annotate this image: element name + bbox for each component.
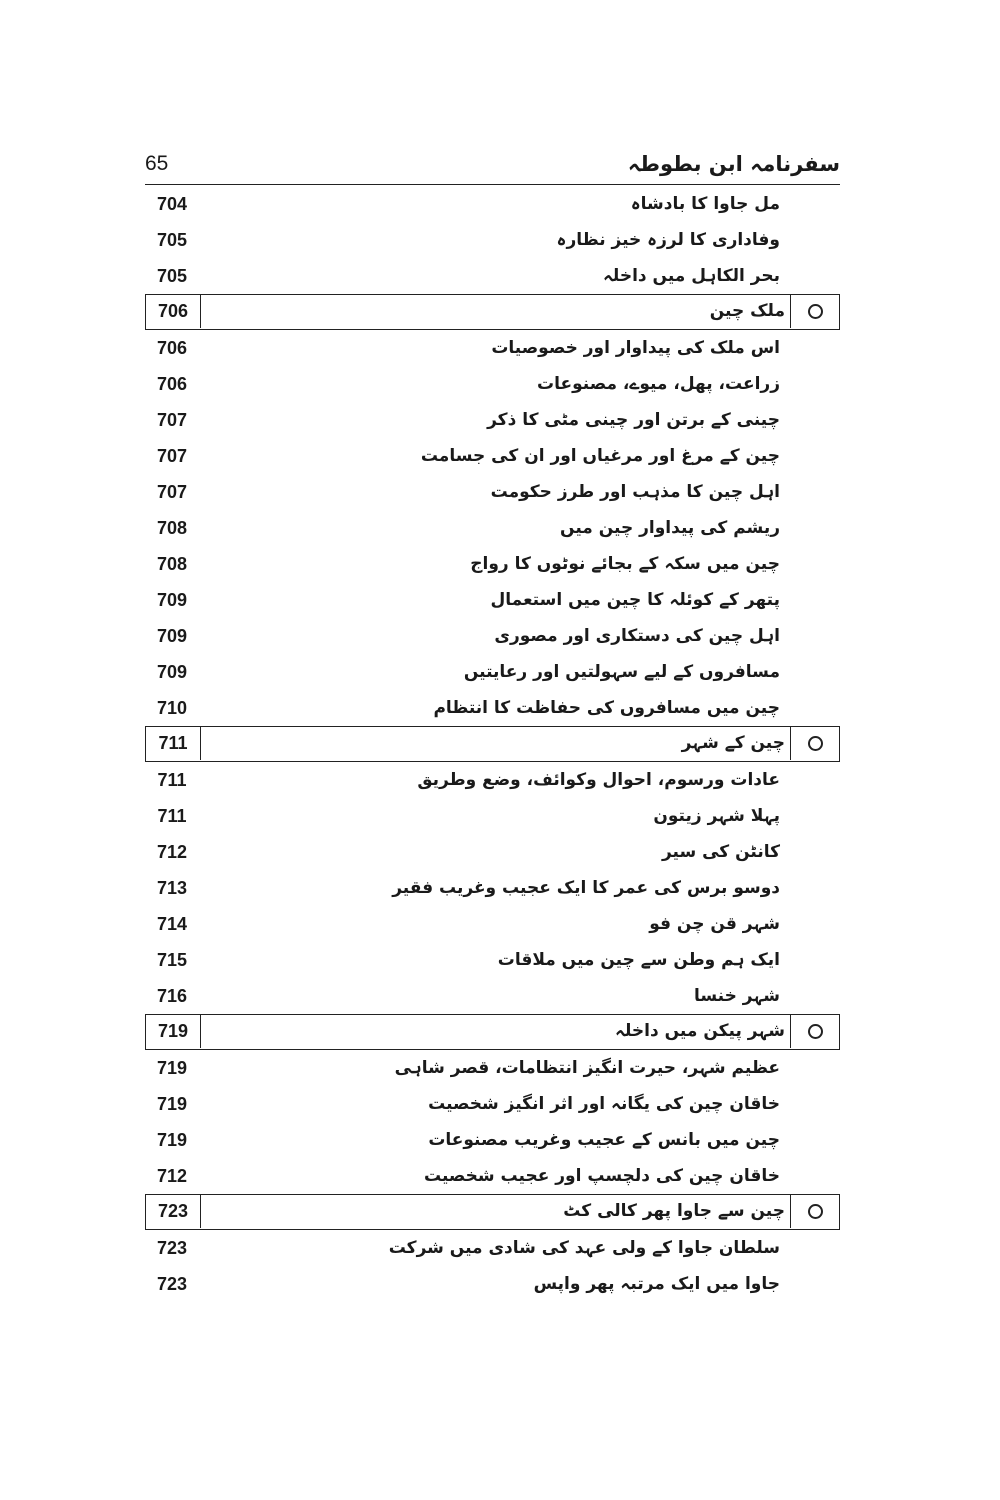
- toc-entry-row: [145, 1158, 840, 1194]
- toc-page-number: 706: [156, 374, 188, 394]
- toc-entry-title: چین میں سکہ کے بجائے نوٹوں کا رواج: [470, 554, 780, 574]
- toc-entry-row: [145, 1122, 840, 1158]
- page-header: [145, 148, 840, 180]
- toc-entry-title: ایک ہم وطن سے چین میں ملاقات: [497, 950, 780, 970]
- toc-entry-row: [145, 1050, 840, 1086]
- toc-page-number: 723: [156, 1238, 188, 1258]
- circle-bullet-icon: [808, 1024, 823, 1039]
- toc-entry-title: پتھر کے کوئلہ کا چین میں استعمال: [490, 590, 780, 610]
- toc-entry-title: خاقان چین کی یگانہ اور اثر انگیز شخصیت: [428, 1094, 780, 1114]
- toc-section-title: چین سے جاوا پھر کالی کٹ: [563, 1201, 785, 1221]
- toc-page-number: 707: [156, 446, 188, 466]
- toc-entry-title: دوسو برس کی عمر کا ایک عجیب وغریب فقیر: [392, 878, 780, 898]
- toc-section-row: [145, 294, 840, 330]
- toc-page-number: 709: [156, 590, 188, 610]
- toc-entry-title: وفاداری کا لرزہ خیز نظارہ: [556, 230, 780, 250]
- toc-page-number: 704: [156, 194, 188, 214]
- toc-section-row: [145, 1194, 840, 1230]
- toc-page-number: 719: [156, 1130, 188, 1150]
- toc-entry-row: [145, 690, 840, 726]
- toc-entry-title: خاقان چین کی دلچسپ اور عجیب شخصیت: [423, 1166, 780, 1186]
- toc-page-number: 709: [156, 662, 188, 682]
- header-divider: [145, 184, 840, 185]
- toc-page-number: 711: [146, 727, 201, 760]
- toc-entry-row: [145, 762, 840, 798]
- toc-entry-title: عادات ورسوم، احوال وکوائف، وضع وطریق: [417, 770, 780, 790]
- circle-bullet-icon: [808, 1204, 823, 1219]
- toc-entry-row: [145, 1230, 840, 1266]
- toc-page-number: 706: [156, 338, 188, 358]
- toc-entry-row: [145, 870, 840, 906]
- toc-page-number: 723: [146, 1195, 201, 1228]
- toc-page-number: 706: [146, 295, 201, 328]
- toc-page-number: 723: [156, 1274, 188, 1294]
- toc-entry-row: [145, 330, 840, 366]
- toc-entry-row: [145, 618, 840, 654]
- page-number: 65: [145, 152, 169, 175]
- toc-page-number: 711: [157, 770, 187, 790]
- toc-entry-row: [145, 654, 840, 690]
- toc-page-number: 714: [156, 914, 188, 934]
- toc-entry-title: چین میں مسافروں کی حفاظت کا انتظام: [433, 698, 780, 718]
- toc-entry-row: [145, 186, 840, 222]
- toc-entry-row: [145, 978, 840, 1014]
- circle-bullet-icon: [808, 304, 823, 319]
- toc-page-number: 713: [156, 878, 188, 898]
- toc-entry-title: چینی کے برتن اور چینی مٹی کا ذکر: [487, 410, 780, 430]
- toc-section-title: شہر پیکن میں داخلہ: [615, 1021, 785, 1041]
- toc-section-title: ملک چین: [709, 301, 785, 321]
- toc-entry-title: بحر الکاہل میں داخلہ: [602, 266, 780, 286]
- toc-entry-title: چین میں بانس کے عجیب وغریب مصنوعات: [428, 1130, 780, 1150]
- toc-page-number: 705: [156, 266, 188, 286]
- toc-entry-title: مسافروں کے لیے سہولتیں اور رعایتیں: [463, 662, 780, 682]
- toc-page-number: 707: [156, 410, 188, 430]
- toc-page-number: 719: [156, 1094, 188, 1114]
- toc-entry-title: عظیم شہر، حیرت انگیز انتظامات، قصر شاہی: [394, 1058, 780, 1078]
- toc-entry-title: کانٹن کی سیر: [661, 842, 780, 862]
- toc-entry-row: [145, 1266, 840, 1302]
- toc-entry-title: شہر قن چن فو: [649, 914, 780, 934]
- section-bullet-cell: [790, 1195, 839, 1228]
- toc-page-number: 710: [156, 698, 188, 718]
- toc-section-row: [145, 726, 840, 762]
- toc-entry-row: [145, 474, 840, 510]
- toc-entry-title: اہل چین کی دستکاری اور مصوری: [494, 626, 780, 646]
- toc-page-number: 715: [156, 950, 188, 970]
- toc-entry-title: چین کے مرغ اور مرغیاں اور ان کی جسامت: [420, 446, 780, 466]
- section-bullet-cell: [790, 727, 839, 760]
- toc-entry-row: [145, 402, 840, 438]
- toc-entry-row: [145, 942, 840, 978]
- toc-page-number: 708: [156, 554, 188, 574]
- toc-entry-row: [145, 222, 840, 258]
- toc-entry-row: [145, 510, 840, 546]
- toc-entry-title: ریشم کی پیداوار چین میں: [560, 518, 780, 538]
- toc-page-number: 705: [156, 230, 188, 250]
- section-bullet-cell: [790, 1015, 839, 1048]
- toc-entry-title: جاوا میں ایک مرتبہ پھر واپس: [533, 1274, 780, 1294]
- toc-page-number: 707: [156, 482, 188, 502]
- toc-entry-title: سلطان جاوا کے ولی عہد کی شادی میں شرکت: [388, 1238, 780, 1258]
- toc-entry-title: اس ملک کی پیداوار اور خصوصیات: [491, 338, 780, 358]
- toc-entry-row: [145, 798, 840, 834]
- toc-entry-row: [145, 582, 840, 618]
- toc-page-number: 712: [156, 842, 188, 862]
- toc-entry-row: [145, 438, 840, 474]
- toc-page-number: 716: [156, 986, 188, 1006]
- toc-entry-title: اہل چین کا مذہب اور طرز حکومت: [490, 482, 780, 502]
- book-title: سفرنامہ ابن بطوطہ: [627, 152, 840, 176]
- circle-bullet-icon: [808, 736, 823, 751]
- section-bullet-cell: [790, 295, 839, 328]
- toc-entry-row: [145, 546, 840, 582]
- toc-page-number: 711: [157, 806, 187, 826]
- toc-page-number: 719: [146, 1015, 201, 1048]
- toc-entry-row: [145, 906, 840, 942]
- toc-page-number: 708: [156, 518, 188, 538]
- toc-entry-row: [145, 258, 840, 294]
- toc-page-number: 712: [156, 1166, 188, 1186]
- toc-entry-row: [145, 366, 840, 402]
- toc-section-row: [145, 1014, 840, 1050]
- toc-section-title: چین کے شہر: [681, 733, 785, 753]
- toc-page-number: 709: [156, 626, 188, 646]
- toc-entry-title: پہلا شہر زیتون: [653, 806, 780, 826]
- toc-entry-row: [145, 834, 840, 870]
- toc-entry-title: شہر خنسا: [693, 986, 780, 1006]
- toc-entry-row: [145, 1086, 840, 1122]
- toc-entry-title: مل جاوا کا بادشاہ: [630, 194, 780, 214]
- toc-page-number: 719: [156, 1058, 188, 1078]
- toc-entry-title: زراعت، پھل، میوے، مصنوعات: [537, 374, 780, 394]
- table-of-contents: [145, 186, 840, 1302]
